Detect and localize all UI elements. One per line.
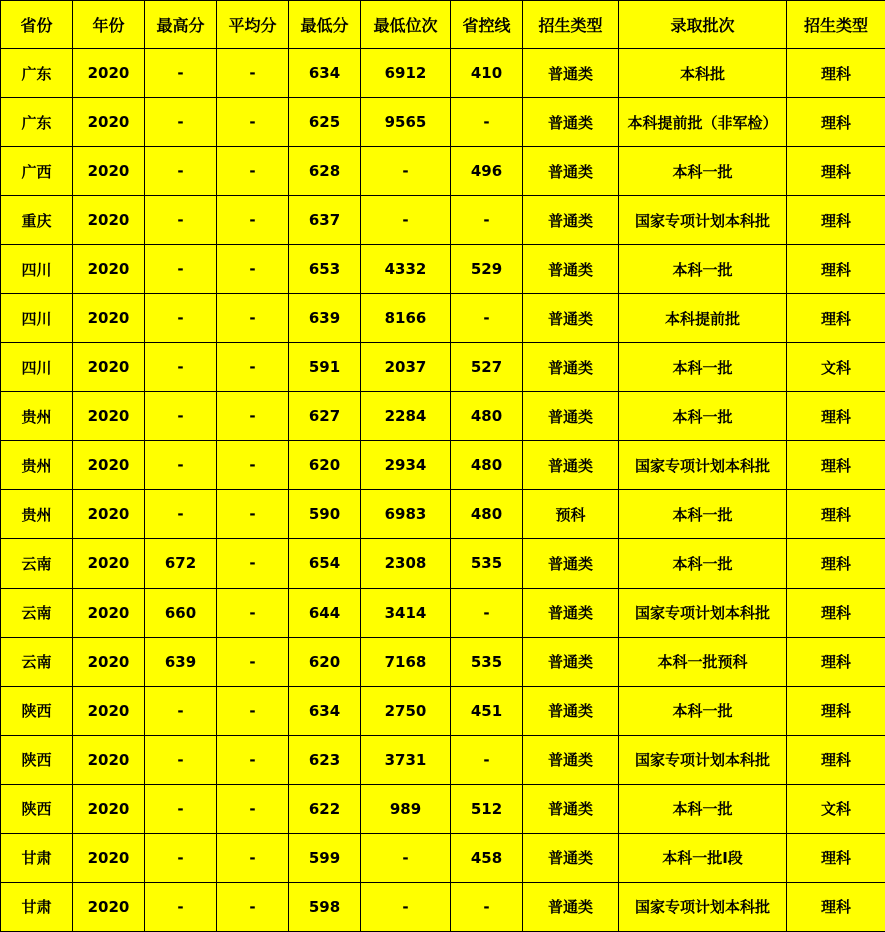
batch-cell: 本科一批 xyxy=(619,686,787,735)
enroll-type-cell: 普通类 xyxy=(523,392,619,441)
batch-cell: 国家专项计划本科批 xyxy=(619,882,787,931)
avg-score-cell: - xyxy=(217,735,289,784)
enroll-type-cell: 普通类 xyxy=(523,539,619,588)
min-score-cell: 627 xyxy=(289,392,361,441)
year-cell: 2020 xyxy=(73,49,145,98)
table-row xyxy=(1,539,885,588)
batch-cell: 国家专项计划本科批 xyxy=(619,441,787,490)
subject-type-cell: 文科 xyxy=(787,343,885,392)
table-row xyxy=(1,98,885,147)
batch-cell: 本科提前批（非军检） xyxy=(619,98,787,147)
subject-type-cell: 理科 xyxy=(787,294,885,343)
min-rank-cell: 7168 xyxy=(361,637,451,686)
table-row xyxy=(1,686,885,735)
table-row xyxy=(1,49,885,98)
year-cell: 2020 xyxy=(73,392,145,441)
control-line-cell: 458 xyxy=(451,833,523,882)
province-cell: 四川 xyxy=(1,294,73,343)
province-cell: 云南 xyxy=(1,637,73,686)
batch-cell: 本科批 xyxy=(619,49,787,98)
min-rank-cell: - xyxy=(361,882,451,931)
province-cell: 重庆 xyxy=(1,196,73,245)
min-rank-cell: 2284 xyxy=(361,392,451,441)
avg-score-cell: - xyxy=(217,245,289,294)
header-enroll-type: 招生类型 xyxy=(523,1,619,49)
table-row xyxy=(1,441,885,490)
max-score-cell: 639 xyxy=(145,637,217,686)
batch-cell: 本科一批 xyxy=(619,539,787,588)
max-score-cell: - xyxy=(145,490,217,539)
control-line-cell: 480 xyxy=(451,441,523,490)
min-score-cell: 598 xyxy=(289,882,361,931)
enroll-type-cell: 普通类 xyxy=(523,294,619,343)
avg-score-cell: - xyxy=(217,539,289,588)
enroll-type-cell: 预科 xyxy=(523,490,619,539)
min-score-cell: 625 xyxy=(289,98,361,147)
enroll-type-cell: 普通类 xyxy=(523,196,619,245)
avg-score-cell: - xyxy=(217,147,289,196)
subject-type-cell: 理科 xyxy=(787,490,885,539)
max-score-cell: - xyxy=(145,294,217,343)
subject-type-cell: 理科 xyxy=(787,98,885,147)
table-row xyxy=(1,147,885,196)
subject-type-cell: 理科 xyxy=(787,441,885,490)
control-line-cell: - xyxy=(451,294,523,343)
min-rank-cell: 2750 xyxy=(361,686,451,735)
min-rank-cell: 6983 xyxy=(361,490,451,539)
min-score-cell: 634 xyxy=(289,686,361,735)
min-score-cell: 620 xyxy=(289,637,361,686)
enroll-type-cell: 普通类 xyxy=(523,343,619,392)
table-header xyxy=(1,1,885,49)
subject-type-cell: 理科 xyxy=(787,245,885,294)
control-line-cell: 496 xyxy=(451,147,523,196)
year-cell: 2020 xyxy=(73,637,145,686)
min-score-cell: 637 xyxy=(289,196,361,245)
header-max-score: 最高分 xyxy=(145,1,217,49)
control-line-cell: - xyxy=(451,98,523,147)
control-line-cell: 535 xyxy=(451,637,523,686)
province-cell: 贵州 xyxy=(1,490,73,539)
table-row xyxy=(1,637,885,686)
subject-type-cell: 理科 xyxy=(787,833,885,882)
min-rank-cell: 8166 xyxy=(361,294,451,343)
header-control-line: 省控线 xyxy=(451,1,523,49)
enroll-type-cell: 普通类 xyxy=(523,245,619,294)
avg-score-cell: - xyxy=(217,490,289,539)
enroll-type-cell: 普通类 xyxy=(523,735,619,784)
year-cell: 2020 xyxy=(73,833,145,882)
header-min-rank: 最低位次 xyxy=(361,1,451,49)
province-cell: 甘肃 xyxy=(1,833,73,882)
subject-type-cell: 理科 xyxy=(787,147,885,196)
batch-cell: 本科一批 xyxy=(619,490,787,539)
table-row xyxy=(1,196,885,245)
avg-score-cell: - xyxy=(217,49,289,98)
min-rank-cell: 2037 xyxy=(361,343,451,392)
max-score-cell: - xyxy=(145,882,217,931)
max-score-cell: - xyxy=(145,196,217,245)
min-score-cell: 654 xyxy=(289,539,361,588)
year-cell: 2020 xyxy=(73,147,145,196)
enroll-type-cell: 普通类 xyxy=(523,49,619,98)
header-subject-type: 招生类型 xyxy=(787,1,885,49)
table-row xyxy=(1,882,885,931)
enroll-type-cell: 普通类 xyxy=(523,833,619,882)
max-score-cell: - xyxy=(145,833,217,882)
max-score-cell: - xyxy=(145,245,217,294)
avg-score-cell: - xyxy=(217,686,289,735)
subject-type-cell: 理科 xyxy=(787,49,885,98)
batch-cell: 本科一批 xyxy=(619,245,787,294)
header-avg-score: 平均分 xyxy=(217,1,289,49)
min-rank-cell: - xyxy=(361,196,451,245)
min-rank-cell: - xyxy=(361,833,451,882)
year-cell: 2020 xyxy=(73,588,145,637)
province-cell: 云南 xyxy=(1,588,73,637)
subject-type-cell: 文科 xyxy=(787,784,885,833)
min-rank-cell: 989 xyxy=(361,784,451,833)
enroll-type-cell: 普通类 xyxy=(523,686,619,735)
subject-type-cell: 理科 xyxy=(787,686,885,735)
year-cell: 2020 xyxy=(73,735,145,784)
table-row xyxy=(1,490,885,539)
control-line-cell: 480 xyxy=(451,392,523,441)
max-score-cell: 660 xyxy=(145,588,217,637)
year-cell: 2020 xyxy=(73,490,145,539)
min-rank-cell: 3414 xyxy=(361,588,451,637)
min-rank-cell: 6912 xyxy=(361,49,451,98)
table-row xyxy=(1,343,885,392)
enroll-type-cell: 普通类 xyxy=(523,98,619,147)
subject-type-cell: 理科 xyxy=(787,882,885,931)
min-rank-cell: 9565 xyxy=(361,98,451,147)
header-row xyxy=(1,1,885,49)
min-score-cell: 623 xyxy=(289,735,361,784)
province-cell: 广西 xyxy=(1,147,73,196)
min-rank-cell: 4332 xyxy=(361,245,451,294)
min-score-cell: 628 xyxy=(289,147,361,196)
control-line-cell: 451 xyxy=(451,686,523,735)
batch-cell: 本科一批 xyxy=(619,392,787,441)
table-row xyxy=(1,588,885,637)
max-score-cell: - xyxy=(145,686,217,735)
max-score-cell: - xyxy=(145,392,217,441)
province-cell: 陕西 xyxy=(1,735,73,784)
enroll-type-cell: 普通类 xyxy=(523,882,619,931)
header-province: 省份 xyxy=(1,1,73,49)
subject-type-cell: 理科 xyxy=(787,196,885,245)
enroll-type-cell: 普通类 xyxy=(523,784,619,833)
province-cell: 广东 xyxy=(1,98,73,147)
avg-score-cell: - xyxy=(217,98,289,147)
max-score-cell: - xyxy=(145,735,217,784)
avg-score-cell: - xyxy=(217,784,289,833)
min-score-cell: 653 xyxy=(289,245,361,294)
control-line-cell: - xyxy=(451,588,523,637)
control-line-cell: 480 xyxy=(451,490,523,539)
table-row xyxy=(1,784,885,833)
province-cell: 四川 xyxy=(1,343,73,392)
enroll-type-cell: 普通类 xyxy=(523,588,619,637)
control-line-cell: - xyxy=(451,196,523,245)
province-cell: 陕西 xyxy=(1,784,73,833)
header-min-score: 最低分 xyxy=(289,1,361,49)
subject-type-cell: 理科 xyxy=(787,637,885,686)
province-cell: 广东 xyxy=(1,49,73,98)
year-cell: 2020 xyxy=(73,343,145,392)
batch-cell: 本科提前批 xyxy=(619,294,787,343)
avg-score-cell: - xyxy=(217,343,289,392)
year-cell: 2020 xyxy=(73,245,145,294)
min-score-cell: 639 xyxy=(289,294,361,343)
control-line-cell: 512 xyxy=(451,784,523,833)
min-rank-cell: 3731 xyxy=(361,735,451,784)
max-score-cell: - xyxy=(145,343,217,392)
control-line-cell: - xyxy=(451,882,523,931)
avg-score-cell: - xyxy=(217,637,289,686)
control-line-cell: 535 xyxy=(451,539,523,588)
batch-cell: 本科一批 xyxy=(619,784,787,833)
control-line-cell: 527 xyxy=(451,343,523,392)
year-cell: 2020 xyxy=(73,784,145,833)
min-score-cell: 622 xyxy=(289,784,361,833)
header-year: 年份 xyxy=(73,1,145,49)
table-row xyxy=(1,294,885,343)
max-score-cell: - xyxy=(145,49,217,98)
max-score-cell: - xyxy=(145,441,217,490)
avg-score-cell: - xyxy=(217,882,289,931)
table-row xyxy=(1,833,885,882)
control-line-cell: 529 xyxy=(451,245,523,294)
province-cell: 陕西 xyxy=(1,686,73,735)
table-row xyxy=(1,392,885,441)
header-batch: 录取批次 xyxy=(619,1,787,49)
year-cell: 2020 xyxy=(73,196,145,245)
min-rank-cell: 2308 xyxy=(361,539,451,588)
subject-type-cell: 理科 xyxy=(787,735,885,784)
subject-type-cell: 理科 xyxy=(787,539,885,588)
min-rank-cell: 2934 xyxy=(361,441,451,490)
min-score-cell: 620 xyxy=(289,441,361,490)
year-cell: 2020 xyxy=(73,441,145,490)
province-cell: 四川 xyxy=(1,245,73,294)
batch-cell: 本科一批预科 xyxy=(619,637,787,686)
min-score-cell: 644 xyxy=(289,588,361,637)
year-cell: 2020 xyxy=(73,882,145,931)
batch-cell: 国家专项计划本科批 xyxy=(619,196,787,245)
province-cell: 甘肃 xyxy=(1,882,73,931)
enroll-type-cell: 普通类 xyxy=(523,637,619,686)
year-cell: 2020 xyxy=(73,294,145,343)
batch-cell: 国家专项计划本科批 xyxy=(619,735,787,784)
table-row xyxy=(1,245,885,294)
subject-type-cell: 理科 xyxy=(787,392,885,441)
control-line-cell: - xyxy=(451,735,523,784)
batch-cell: 本科一批 xyxy=(619,147,787,196)
year-cell: 2020 xyxy=(73,98,145,147)
province-cell: 贵州 xyxy=(1,441,73,490)
table-body xyxy=(1,49,885,932)
max-score-cell: - xyxy=(145,147,217,196)
min-score-cell: 590 xyxy=(289,490,361,539)
avg-score-cell: - xyxy=(217,833,289,882)
batch-cell: 本科一批 xyxy=(619,343,787,392)
min-rank-cell: - xyxy=(361,147,451,196)
min-score-cell: 599 xyxy=(289,833,361,882)
batch-cell: 国家专项计划本科批 xyxy=(619,588,787,637)
avg-score-cell: - xyxy=(217,294,289,343)
table-row xyxy=(1,735,885,784)
control-line-cell: 410 xyxy=(451,49,523,98)
enroll-type-cell: 普通类 xyxy=(523,147,619,196)
min-score-cell: 634 xyxy=(289,49,361,98)
avg-score-cell: - xyxy=(217,196,289,245)
max-score-cell: 672 xyxy=(145,539,217,588)
avg-score-cell: - xyxy=(217,441,289,490)
province-cell: 云南 xyxy=(1,539,73,588)
enroll-type-cell: 普通类 xyxy=(523,441,619,490)
subject-type-cell: 理科 xyxy=(787,588,885,637)
province-cell: 贵州 xyxy=(1,392,73,441)
max-score-cell: - xyxy=(145,784,217,833)
avg-score-cell: - xyxy=(217,392,289,441)
min-score-cell: 591 xyxy=(289,343,361,392)
year-cell: 2020 xyxy=(73,686,145,735)
batch-cell: 本科一批I段 xyxy=(619,833,787,882)
year-cell: 2020 xyxy=(73,539,145,588)
max-score-cell: - xyxy=(145,98,217,147)
avg-score-cell: - xyxy=(217,588,289,637)
